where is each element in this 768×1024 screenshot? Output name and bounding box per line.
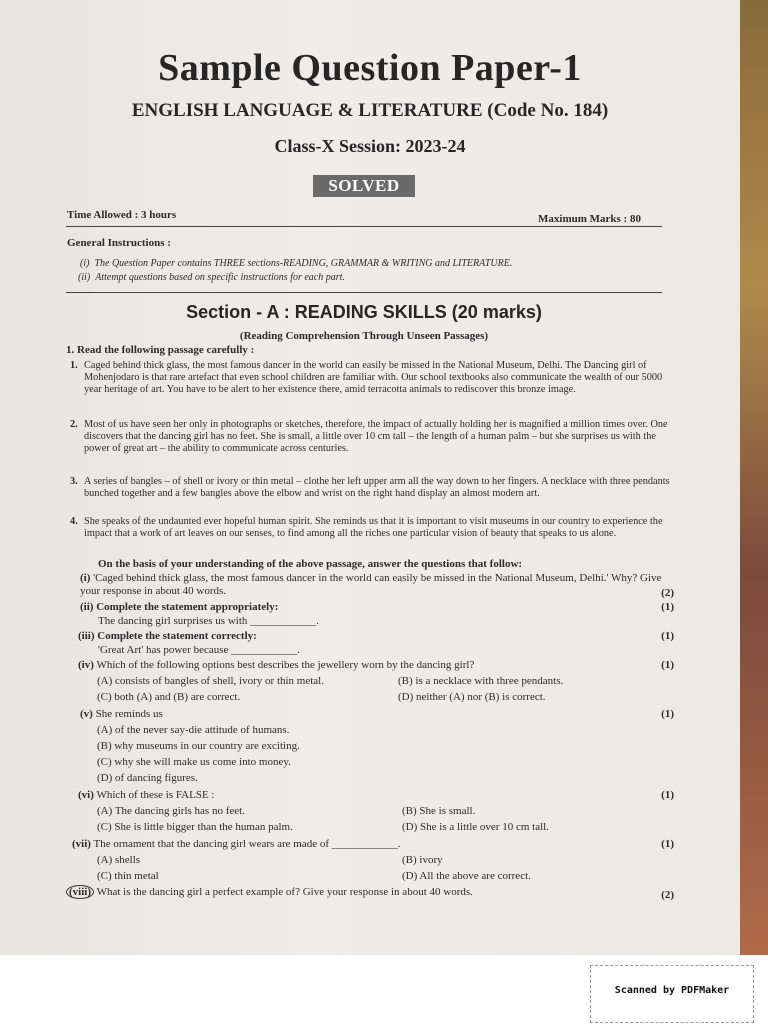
instruction-item: (ii) Attempt questions based on specific instructions for each part.: [78, 272, 345, 283]
marks: (1): [661, 789, 674, 801]
option-c: (C) why she will make us come into money.: [97, 756, 291, 768]
option-b: (B) ivory: [402, 854, 443, 866]
question-iv: (iv) Which of the following options best describes the jewellery worn by the dancing girl?: [78, 659, 475, 671]
basis-instruction: On the basis of your understanding of the above passage, answer the questions that follow:: [98, 558, 523, 570]
question-iii-statement: 'Great Art' has power because ____________.: [98, 644, 300, 656]
marks: (2): [661, 587, 674, 599]
question-ii: (ii) Complete the statement appropriately:: [80, 601, 279, 613]
divider: [66, 292, 662, 293]
class-session: Class-X Session: 2023-24: [274, 136, 466, 156]
table-edge: [740, 0, 768, 955]
passage-paragraph: 3. A series of bangles – of shell or ivory or thin metal – clothe her left upper arm all the way down to her fingers. A necklace with three pendants bunched together and a few bangles above the elbow and wrist on the right hand display an almost modern art.: [70, 476, 670, 500]
instructions-heading: General Instructions :: [67, 237, 171, 249]
time-allowed: Time Allowed : 3 hours: [67, 209, 177, 221]
paper-title: Sample Question Paper-1: [158, 47, 582, 89]
section-title: Section - A : READING SKILLS (20 marks): [186, 302, 542, 322]
section-subtitle: (Reading Comprehension Through Unseen Passages): [239, 330, 489, 342]
question-v: (v) She reminds us: [80, 708, 163, 720]
option-a: (A) shells: [97, 854, 141, 866]
marks: (1): [661, 708, 674, 720]
option-d: (D) neither (A) nor (B) is correct.: [398, 691, 546, 703]
question-vi: (vi) Which of these is FALSE :: [78, 789, 215, 801]
marks: (1): [661, 838, 674, 850]
divider: [66, 226, 662, 227]
question-iii: (iii) Complete the statement correctly:: [78, 630, 257, 642]
marks: (1): [661, 630, 674, 642]
option-c: (C) both (A) and (B) are correct.: [97, 691, 241, 703]
marks: (1): [661, 659, 674, 671]
option-d: (D) She is a little over 10 cm tall.: [402, 821, 549, 833]
option-b: (B) is a necklace with three pendants.: [398, 675, 564, 687]
option-a: (A) consists of bangles of shell, ivory or thin metal.: [97, 675, 324, 687]
circled-number: (viii): [66, 885, 94, 899]
scanned-by-watermark: Scanned by PDFMaker: [614, 985, 730, 996]
passage-paragraph: 2. Most of us have seen her only in photographs or sketches, therefore, the impact of actually holding her is magnified a million times over. One discovers that the dancing girl has no feet. She is small, a little over 10 cm tall – the length of a human palm – but she surprises us with the power of great art – the ability to communicate across centuries.: [70, 419, 668, 455]
marks: (1): [661, 601, 674, 613]
option-d: (D) All the above are correct.: [402, 870, 531, 882]
question-ii-statement: The dancing girl surprises us with ____________.: [98, 615, 319, 627]
passage-paragraph: 4. She speaks of the undaunted ever hopeful human spirit. She reminds us that it is important to visit museums in our country to experience the impact that a work of art leaves on our senses, to find among all the riches one particular vision of beauty that speaks to us alone.: [70, 516, 663, 540]
option-d: (D) of dancing figures.: [97, 772, 198, 784]
option-a: (A) of the never say-die attitude of humans.: [97, 724, 290, 736]
solved-badge: SOLVED: [313, 175, 415, 197]
question-viii: (viii) What is the dancing girl a perfect example of? Give your response in about 40 words.: [66, 886, 473, 899]
question-vii: (vii) The ornament that the dancing girl wears are made of ____________.: [72, 838, 401, 850]
instruction-item: (i) The Question Paper contains THREE sections-READING, GRAMMAR & WRITING and LITERATURE.: [80, 258, 513, 269]
maximum-marks: Maximum Marks : 80: [538, 213, 641, 225]
option-c: (C) thin metal: [97, 870, 159, 882]
option-b: (B) She is small.: [402, 805, 476, 817]
option-c: (C) She is little bigger than the human palm.: [97, 821, 293, 833]
passage-paragraph: 1. Caged behind thick glass, the most famous dancer in the world can easily be missed in the National Museum, Delhi. The Dancing girl of Mohenjodaro is that rare artefact that even school children are familiar with. Our school textbooks also communicate the wealth of our 5000 year heritage of art. You have to be alert to her existence there, amid terracotta animals to rediscover this bronze image.: [70, 360, 663, 396]
question-1-prompt: 1. Read the following passage carefully :: [66, 344, 255, 356]
option-b: (B) why museums in our country are exciting.: [97, 740, 300, 752]
question-i: (i) 'Caged behind thick glass, the most famous dancer in the world can easily be missed in the National Museum, Delhi.' Why? Give your response in about 40 words.: [80, 572, 662, 597]
subject-heading: ENGLISH LANGUAGE & LITERATURE (Code No. 184): [131, 100, 609, 121]
option-a: (A) The dancing girls has no feet.: [97, 805, 245, 817]
marks: (2): [661, 889, 674, 901]
